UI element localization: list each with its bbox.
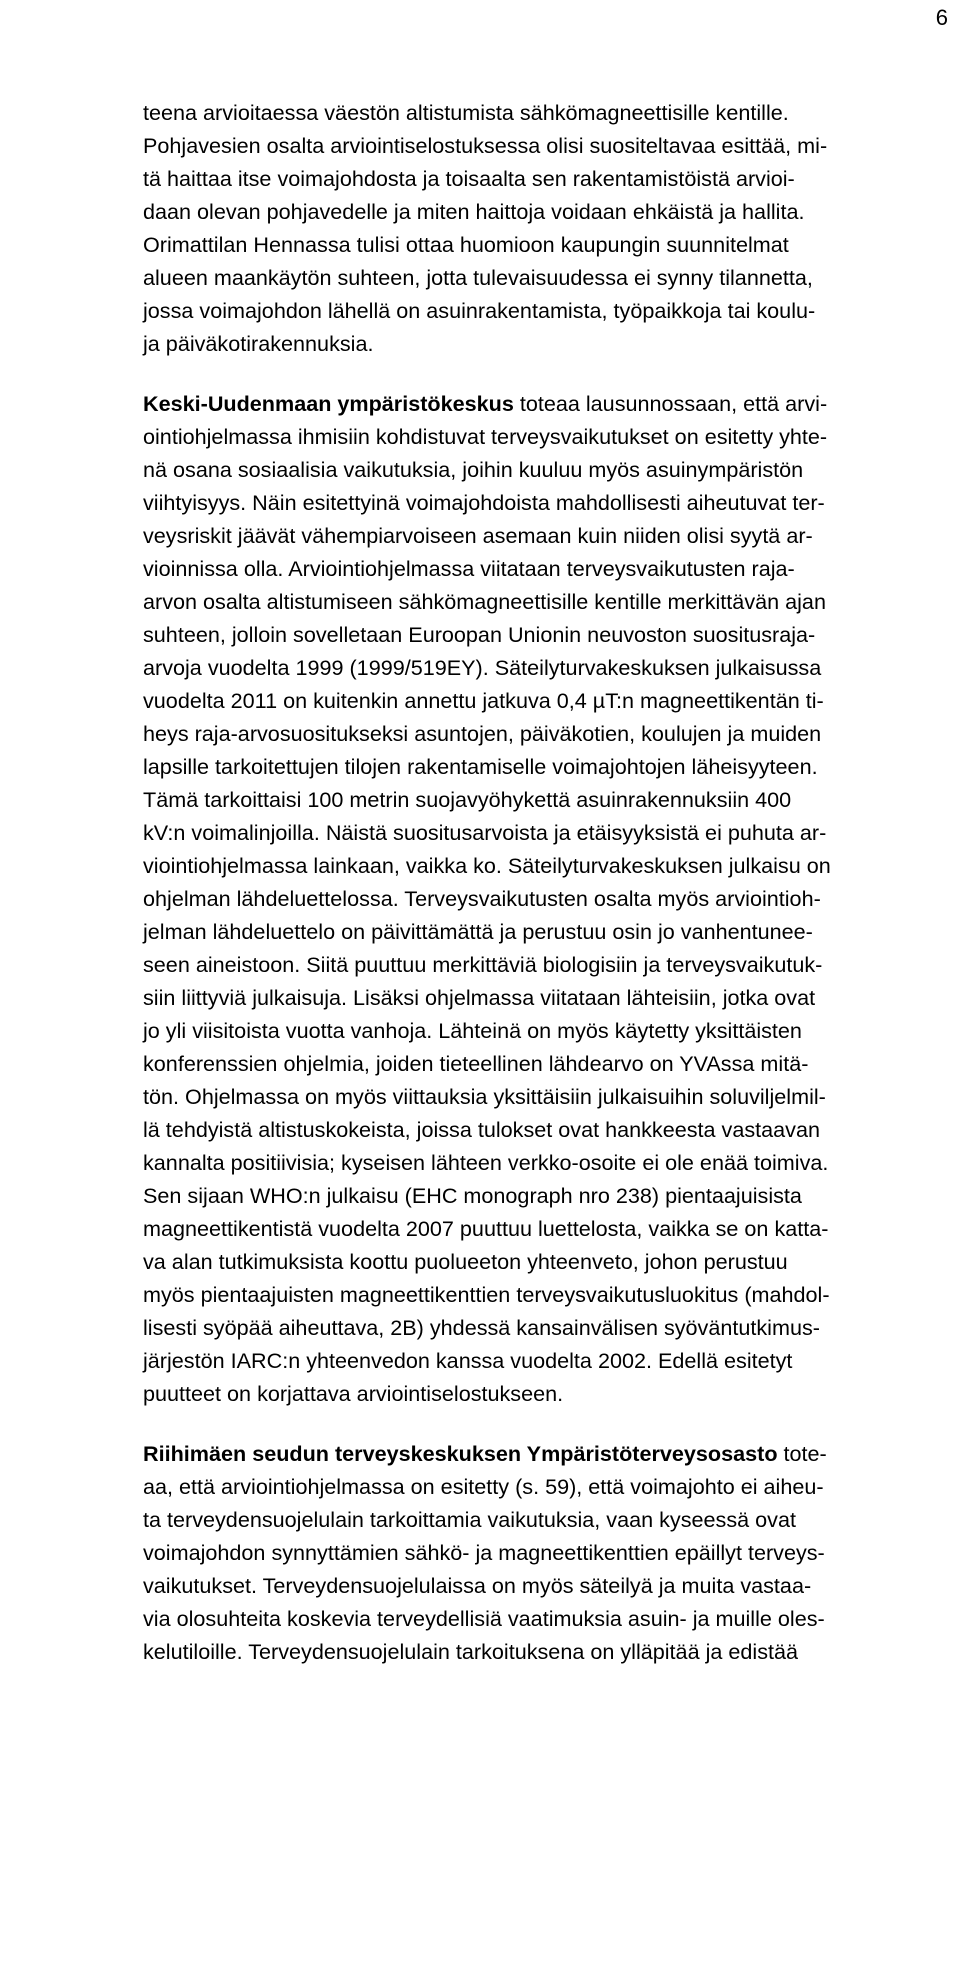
text-line [143,1311,928,1344]
text-span: Sen sijaan WHO:n julkaisu (EHC monograph nro 238) pientaajuisista [143,1183,802,1208]
text-line [143,1569,928,1602]
text-line [143,1536,928,1569]
paragraph-gap [143,1410,928,1437]
text-span: ohjelman lähdeluettelossa. Terveysvaikutusten osalta myös arviointioh- [143,886,821,911]
text-line [143,816,928,849]
text-span: kannalta positiivisia; kyseisen lähteen verkko-osoite ei ole enää toimiva. [143,1150,829,1175]
text-line [143,327,928,360]
text-line [143,915,928,948]
text-line [143,1014,928,1047]
text-span: seen aineistoon. Siitä puuttuu merkittäviä biologisiin ja terveysvaikutuk- [143,952,823,977]
text-line [143,618,928,651]
text-line [143,1344,928,1377]
paragraph [143,96,928,360]
text-span: järjestön IARC:n yhteenvedon kanssa vuodelta 2002. Edellä esitetyt [143,1348,793,1373]
text-line [143,1278,928,1311]
text-span: aa, että arviointiohjelmassa on esitetty (s. 59), että voimajohto ei aiheu- [143,1474,824,1499]
text-line [143,849,928,882]
text-line [143,1047,928,1080]
text-line [143,195,928,228]
text-line [143,1602,928,1635]
text-line [143,486,928,519]
text-span: arvoja vuodelta 1999 (1999/519EY). Säteilyturvakeskuksen julkaisussa [143,655,822,680]
text-line [143,1635,928,1668]
text-line [143,585,928,618]
text-span: kV:n voimalinjoilla. Näistä suositusarvoista ja etäisyyksistä ei puhuta ar- [143,820,827,845]
text-span: tote- [777,1441,827,1466]
text-span: ta terveydensuojelulain tarkoittamia vaikutuksia, vaan kyseessä ovat [143,1507,796,1532]
text-span: myös pientaajuisten magneettikenttien terveysvaikutusluokitus (mahdol- [143,1282,830,1307]
text-line [143,783,928,816]
text-span: teena arvioitaessa väestön altistumista sähkömagneettisille kentille. [143,100,789,125]
text-line [143,1179,928,1212]
text-span: jossa voimajohdon lähellä on asuinrakentamista, työpaikkoja tai koulu- [143,298,816,323]
text-line [143,750,928,783]
text-line [143,651,928,684]
text-line [143,1377,928,1410]
text-line [143,1146,928,1179]
text-span: ointiohjelmassa ihmisiin kohdistuvat terveysvaikutukset on esitetty yhte- [143,424,828,449]
paragraph-gap [143,360,928,387]
text-span: viointiohjelmassa lainkaan, vaikka ko. Säteilyturvakeskuksen julkaisu on [143,853,831,878]
text-line [143,228,928,261]
text-span: konferenssien ohjelmia, joiden tieteellinen lähdearvo on YVAssa mitä- [143,1051,809,1076]
text-span: siin liittyviä julkaisuja. Lisäksi ohjelmassa viitataan lähteisiin, jotka ovat [143,985,816,1010]
text-span: toteaa lausunnossaan, että arvi- [513,391,828,416]
text-line [143,1212,928,1245]
text-line [143,453,928,486]
text-span: tä haittaa itse voimajohdosta ja toisaalta sen rakentamistöistä arvioi- [143,166,795,191]
text-line [143,948,928,981]
text-span: lapsille tarkoitettujen tilojen rakentamiselle voimajohtojen läheisyyteen. [143,754,818,779]
text-line [143,1503,928,1536]
text-span: kelutiloille. Terveydensuojelulain tarkoituksena on ylläpitää ja edistää [143,1639,799,1664]
text-span: puutteet on korjattava arviointiselostukseen. [143,1381,564,1406]
text-line [143,261,928,294]
text-line [143,1113,928,1146]
text-span: viihtyisyys. Näin esitettyinä voimajohdoista mahdollisesti aiheutuvat ter- [143,490,825,515]
text-span: heys raja-arvosuositukseksi asuntojen, päiväkotien, koulujen ja muiden [143,721,822,746]
document-body [143,96,928,1668]
text-span: veysriskit jäävät vähempiarvoiseen asemaan kuin niiden olisi syytä ar- [143,523,813,548]
text-line [143,294,928,327]
text-span: vuodelta 2011 on kuitenkin annettu jatkuva 0,4 µT:n magneettikentän ti- [143,688,824,713]
text-span: suhteen, jolloin sovelletaan Euroopan Unionin neuvoston suositusraja- [143,622,816,647]
text-line [143,387,928,420]
text-span: lisesti syöpää aiheuttava, 2B) yhdessä kansainvälisen syöväntutkimus- [143,1315,820,1340]
page-number: 6 [935,5,948,30]
text-span: va alan tutkimuksista koottu puolueeton yhteenveto, johon perustuu [143,1249,788,1274]
text-span: vioinnissa olla. Arviointiohjelmassa viitataan terveysvaikutusten raja- [143,556,795,581]
text-line [143,129,928,162]
text-span: daan olevan pohjavedelle ja miten haittoja voidaan ehkäistä ja hallita. [143,199,805,224]
text-line [143,717,928,750]
text-span: via olosuhteita koskevia terveydellisiä vaatimuksia asuin- ja muille oles- [143,1606,825,1631]
text-span: lä tehdyistä altistuskokeista, joissa tulokset ovat hankkeesta vastaavan [143,1117,820,1142]
text-span: Orimattilan Hennassa tulisi ottaa huomioon kaupungin suunnitelmat [143,232,789,257]
organization-name: Keski-Uudenmaan ympäristökeskus [143,391,514,416]
text-line [143,1080,928,1113]
text-span: tön. Ohjelmassa on myös viittauksia yksittäisiin julkaisuihin soluviljelmil- [143,1084,826,1109]
text-line [143,420,928,453]
text-line [143,684,928,717]
text-span: arvon osalta altistumiseen sähkömagneettisille kentille merkittävän ajan [143,589,826,614]
text-span: vaikutukset. Terveydensuojelulaissa on myös säteilyä ja muita vastaa- [143,1573,812,1598]
organization-name: Riihimäen seudun terveyskeskuksen Ympäristöterveysosasto [143,1441,778,1466]
text-line [143,1245,928,1278]
text-span: magneettikentistä vuodelta 2007 puuttuu luettelosta, vaikka se on katta- [143,1216,829,1241]
text-span: alueen maankäytön suhteen, jotta tulevaisuudessa ei synny tilannetta, [143,265,813,290]
text-line [143,162,928,195]
paragraph [143,1437,928,1668]
paragraph [143,387,928,1410]
text-span: jo yli viisitoista vuotta vanhoja. Lähteinä on myös käytetty yksittäisten [143,1018,802,1043]
text-line [143,1470,928,1503]
text-span: Tämä tarkoittaisi 100 metrin suojavyöhykettä asuinrakennuksiin 400 [143,787,792,812]
text-span: Pohjavesien osalta arviointiselostuksessa olisi suositeltavaa esittää, mi- [143,133,828,158]
text-span: ja päiväkotirakennuksia. [143,331,374,356]
text-line [143,981,928,1014]
text-line [143,882,928,915]
text-line [143,1437,928,1470]
text-span: nä osana sosiaalisia vaikutuksia, joihin kuuluu myös asuinympäristön [143,457,804,482]
text-span: jelman lähdeluettelo on päivittämättä ja perustuu osin jo vanhentunee- [143,919,813,944]
text-line [143,96,928,129]
text-span: voimajohdon synnyttämien sähkö- ja magneettikenttien epäillyt terveys- [143,1540,825,1565]
text-line [143,519,928,552]
text-line [143,552,928,585]
